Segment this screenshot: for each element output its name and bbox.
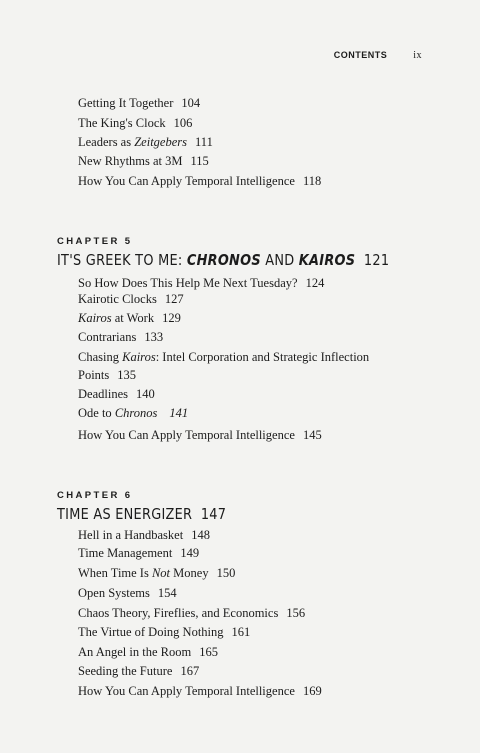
toc-entry: Time Management 149 (78, 546, 200, 560)
entry-page: 156 (286, 606, 306, 620)
entry-page: 145 (302, 428, 322, 442)
entry-page: 167 (180, 664, 200, 678)
toc-entry: Chaos Theory, Fireflies, and Economics 156 (78, 606, 306, 620)
toc-entry: Hell in a Handbasket 148 (78, 528, 210, 542)
toc-entry: Leaders as Zeitgebers 111 (78, 135, 213, 149)
entry-page: 165 (199, 645, 218, 659)
toc-entry: Seeding the Future 167 (78, 664, 200, 678)
entry-page: 124 (305, 276, 325, 290)
section-title: CONTENTS (333, 50, 388, 60)
entry-page: 149 (180, 546, 200, 560)
toc-entry: How You Can Apply Temporal Intelligence 169 (78, 684, 322, 698)
entry-page: 141 (169, 406, 189, 420)
chapter-label: CHAPTER 6 (57, 490, 133, 501)
entry-page: 161 (231, 625, 251, 639)
toc-entry: Chasing Kairos: Intel Corporation and Strategic Inflection (78, 350, 370, 364)
toc-entry: The Virtue of Doing Nothing 161 (78, 625, 251, 639)
running-header (334, 50, 422, 61)
page-number: ix (413, 50, 422, 61)
toc-entry: Ode to Chronos 141 (78, 406, 189, 420)
entry-page: 154 (157, 586, 177, 600)
chapter-label: CHAPTER 5 (57, 236, 133, 247)
toc-entry: Open Systems 154 (78, 586, 177, 600)
entry-page: 115 (190, 154, 209, 168)
entry-page: 169 (302, 684, 322, 698)
chapter-page: 147 (200, 505, 227, 523)
entry-page: 135 (117, 368, 137, 382)
entry-page: 104 (181, 96, 201, 110)
entry-page: 106 (173, 116, 193, 130)
entry-page: 111 (195, 135, 213, 149)
toc-entry-continued: Points 135 (78, 368, 137, 382)
toc-entry: An Angel in the Room 165 (78, 645, 218, 659)
toc-entry: Contrarians 133 (78, 330, 164, 344)
entry-page: 127 (164, 292, 184, 306)
entry-page: 129 (162, 311, 181, 325)
chapter-title: TIME AS ENERGIZER 147 (57, 505, 227, 523)
entry-page: 140 (135, 387, 155, 401)
entry-page: 150 (216, 566, 236, 580)
toc-entry: When Time Is Not Money 150 (78, 566, 236, 580)
toc-entry: The King's Clock 106 (78, 116, 193, 130)
toc-entry: Deadlines 140 (78, 387, 155, 401)
entry-page: 148 (191, 528, 210, 542)
entry-page: 133 (144, 330, 164, 344)
chapter-title: IT'S GREEK TO ME: CHRONOS AND KAIROS 121 (57, 251, 390, 269)
toc-entry: Kairos at Work 129 (78, 311, 181, 325)
toc-entry: Getting It Together 104 (78, 96, 201, 110)
toc-entry: Kairotic Clocks 127 (78, 292, 184, 306)
chapter-page: 121 (363, 251, 390, 269)
toc-entry: How You Can Apply Temporal Intelligence 145 (78, 428, 322, 442)
entry-page: 118 (302, 174, 322, 188)
toc-entry: New Rhythms at 3M 115 (78, 154, 209, 168)
toc-entry: So How Does This Help Me Next Tuesday? 124 (78, 276, 325, 290)
toc-entry: How You Can Apply Temporal Intelligence 118 (78, 174, 322, 188)
